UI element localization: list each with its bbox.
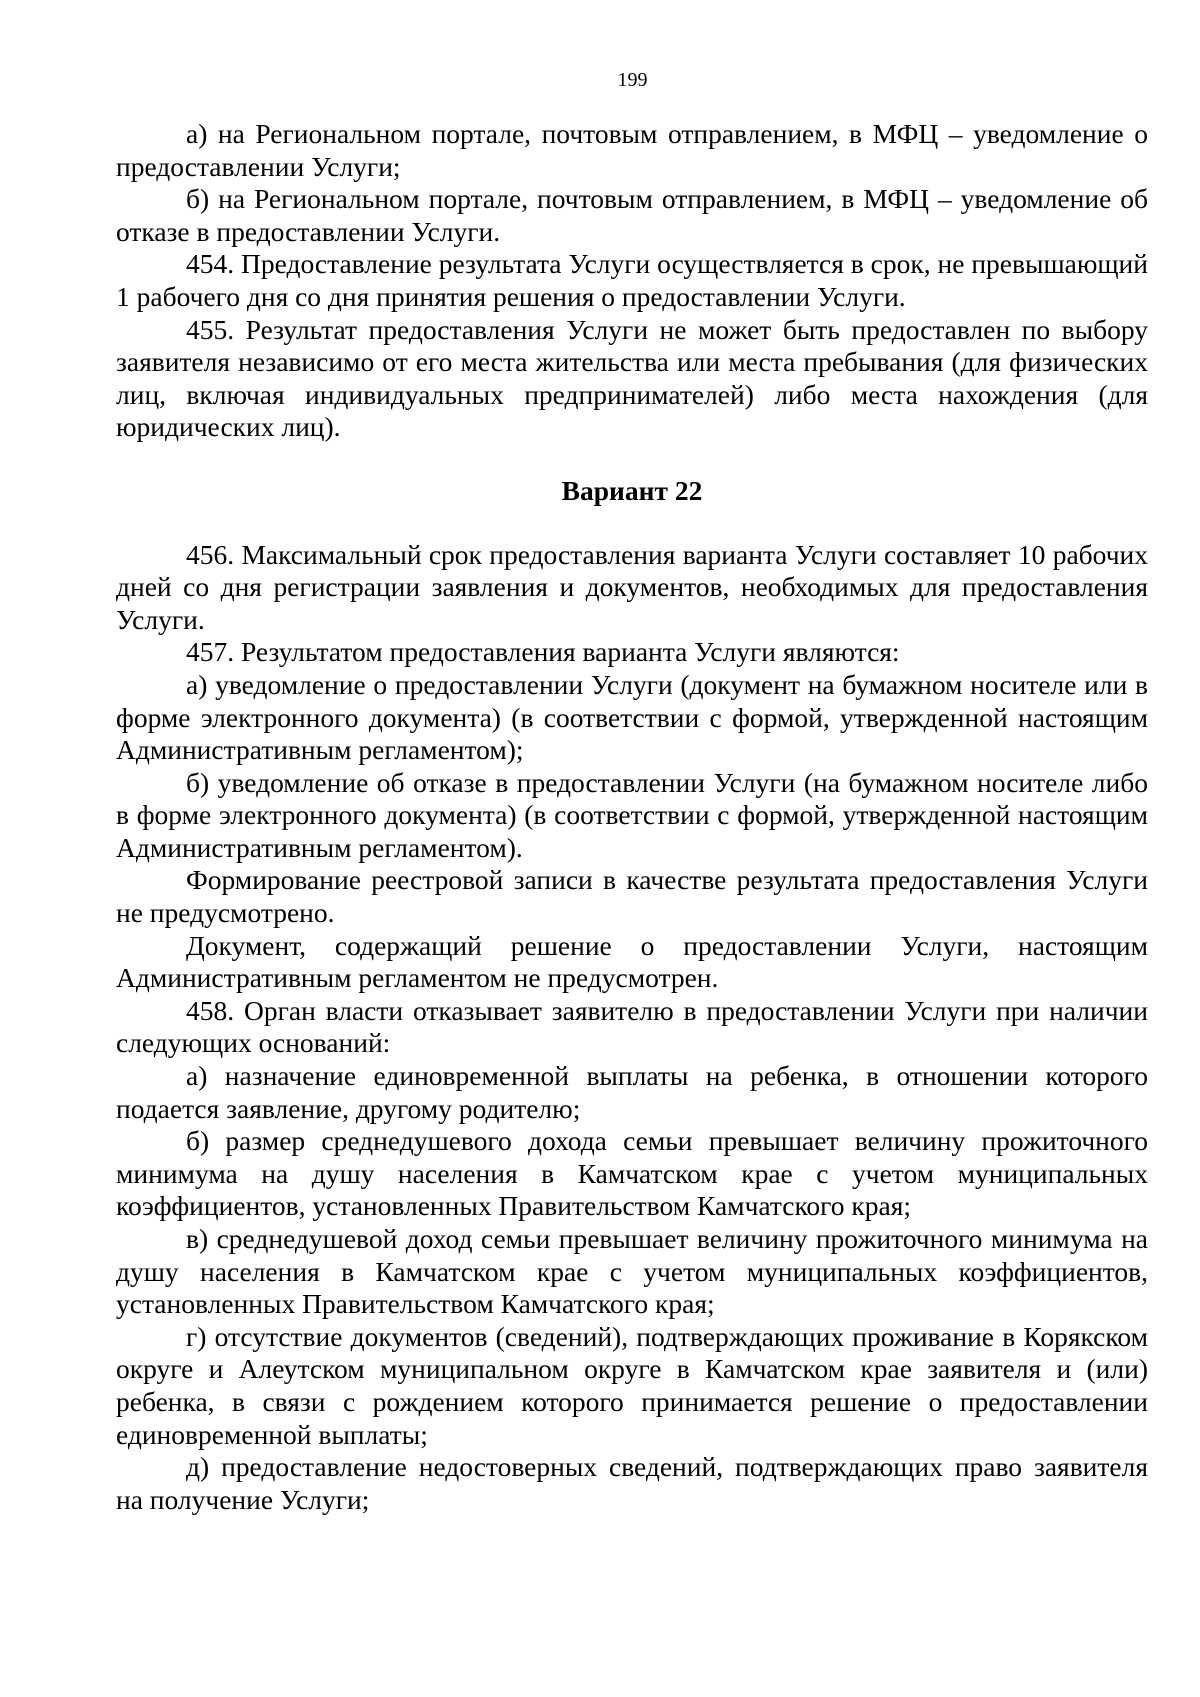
paragraph-458-item-b: б) размер среднедушевого дохода семьи превышает величину прожиточного минимума на душу населения в Камчатском крае с учетом муниципальных коэффициентов, установленных Правительством Камчатского края; bbox=[116, 1125, 1148, 1222]
document-body bbox=[116, 118, 1148, 1516]
spacer bbox=[116, 508, 1148, 539]
paragraph-458-item-v: в) среднедушевой доход семьи превышает величину прожиточного минимума на душу населения в Камчатском крае с учетом муниципальных коэффициентов, установленных Правительством Камчатского края; bbox=[116, 1223, 1148, 1320]
paragraph-458-item-g: г) отсутствие документов (сведений), подтверждающих проживание в Корякском округе и Алеутском муниципальном округе в Камчатском крае заявителя и (или) ребенка, в связи с рождением которого принимается решение о предоставлении единовременной выплаты; bbox=[116, 1320, 1148, 1450]
paragraph-457: 457. Результатом предоставления варианта Услуги являются: bbox=[186, 636, 900, 668]
paragraph-457-item-a: а) уведомление о предоставлении Услуги (документ на бумажном носителе или в форме электронного документа) (в соответствии с формой, утвержденной настоящим Административным регламентом); bbox=[116, 668, 1148, 766]
paragraph-458-item-a: а) назначение единовременной выплаты на ребенка, в отношении которого подается заявление, другому родителю; bbox=[116, 1060, 1148, 1124]
paragraph-454: 454. Предоставление результата Услуги осуществляется в срок, не превышающий 1 рабочего дня со дня принятия решения о предоставлении Услуги. bbox=[116, 248, 1148, 312]
paragraph-456: 456. Максимальный срок предоставления варианта Услуги составляет 10 рабочих дней со дня регистрации заявления и документов, необходимых для предоставления Услуги. bbox=[116, 538, 1148, 635]
spacer bbox=[116, 444, 1148, 475]
section-heading: Вариант 22 bbox=[561, 474, 703, 506]
paragraph-458-item-d: д) предоставление недостоверных сведений, подтверждающих право заявителя на получение Услуги; bbox=[116, 1451, 1148, 1515]
paragraph-455: 455. Результат предоставления Услуги не может быть предоставлен по выбору заявителя независимо от его места жительства или места пребывания (для физических лиц, включая индивидуальных предпринимателей) либо места нахождения (для юридических лиц). bbox=[116, 313, 1148, 443]
paragraph-457-item-b: б) уведомление об отказе в предоставлении Услуги (на бумажном носителе либо в форме электронного документа) (в соответствии с формой, утвержденной настоящим Административным регламентом). bbox=[116, 766, 1148, 863]
paragraph-decision-document: Документ, содержащий решение о предоставлении Услуги, настоящим Административным регламентом не предусмотрен. bbox=[116, 929, 1148, 994]
paragraph-458: 458. Орган власти отказывает заявителю в предоставлении Услуги при наличии следующих оснований: bbox=[116, 994, 1148, 1059]
page-number: 199 bbox=[617, 69, 648, 91]
paragraph-item-b-refusal-notification: б) на Региональном портале, почтовым отправлением, в МФЦ – уведомление об отказе в предоставлении Услуги. bbox=[116, 183, 1148, 247]
paragraph-registry-record: Формирование реестровой записи в качестве результата предоставления Услуги не предусмотрено. bbox=[116, 864, 1148, 929]
paragraph-item-a-notification: а) на Региональном портале, почтовым отправлением, в МФЦ – уведомление о предоставлении Услуги; bbox=[116, 118, 1148, 182]
